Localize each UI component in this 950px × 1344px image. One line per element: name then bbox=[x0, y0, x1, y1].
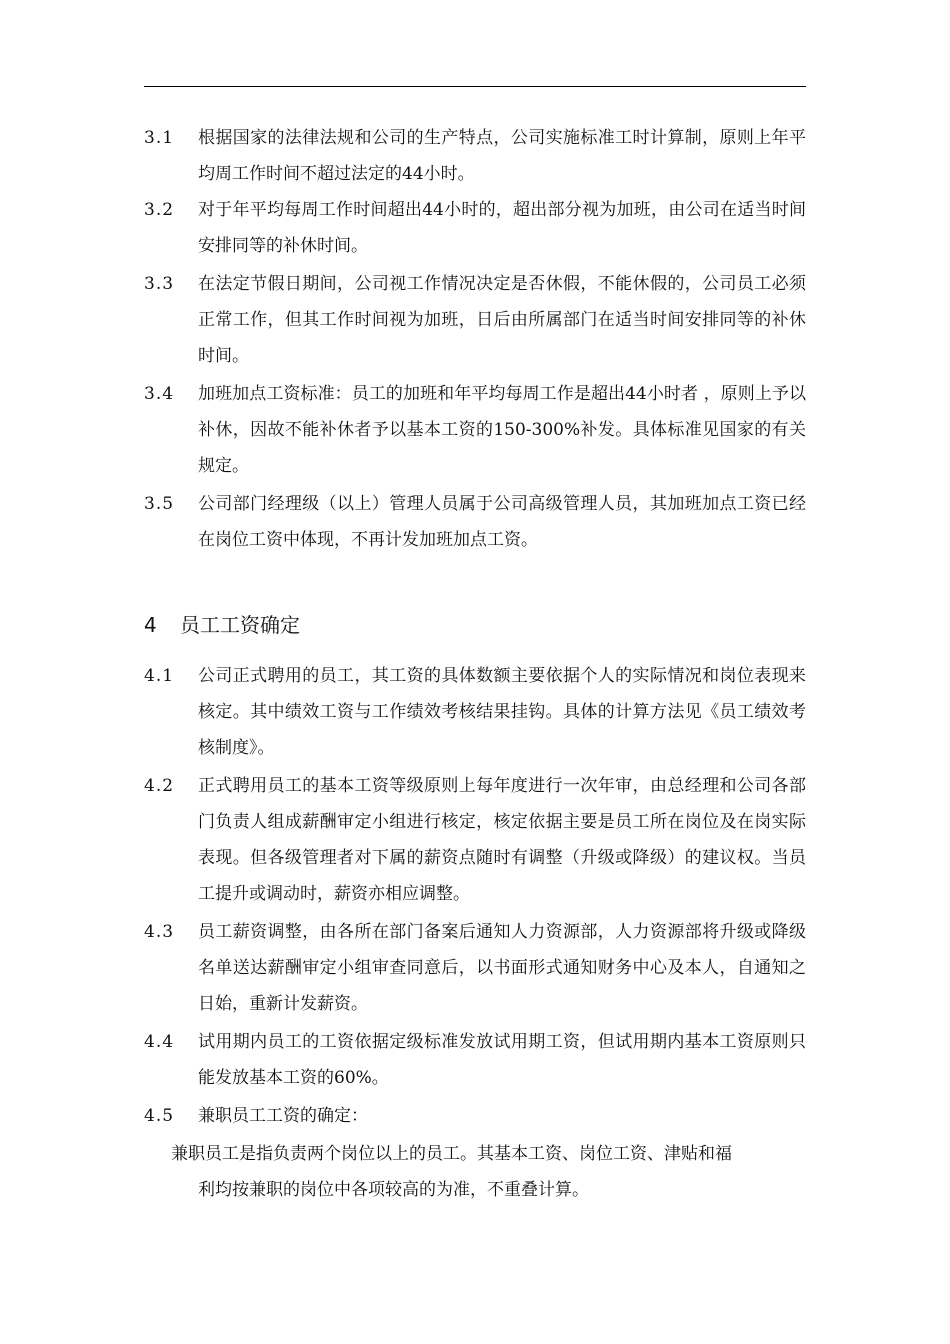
clause-3-1 bbox=[144, 120, 806, 192]
clause-4-5 bbox=[144, 1098, 806, 1134]
clause-4-4 bbox=[144, 1024, 806, 1096]
clause-text: 正式聘用员工的基本工资等级原则上每年度进行一次年审，由总经理和公司各部门负责人组成薪酬审定小组进行核定，核定依据主要是员工所在岗位及在岗实际表现。但各级管理者对下属的薪资点随时有调整（升级或降级）的建议权。当员工提升或调动时，薪资亦相应调整。 bbox=[198, 776, 806, 904]
clause-text: 根据国家的法律法规和公司的生产特点，公司实施标准工时计算制，原则上年平均周工作时间不超过法定的44小时。 bbox=[198, 128, 806, 184]
clause-number: 3.1 bbox=[144, 128, 175, 148]
clause-number: 4.3 bbox=[144, 922, 175, 942]
clause-text: 兼职员工工资的确定： bbox=[198, 1106, 368, 1126]
clause-4-1 bbox=[144, 658, 806, 766]
clause-number: 3.2 bbox=[144, 200, 175, 220]
clause-3-3 bbox=[144, 266, 806, 374]
clause-number: 4.2 bbox=[144, 776, 175, 796]
clause-text: 试用期内员工的工资依据定级标准发放试用期工资，但试用期内基本工资原则只能发放基本工资的60%。 bbox=[198, 1032, 806, 1088]
clause-text: 加班加点工资标准：员工的加班和年平均每周工作是超出44小时者 ，原则上予以补休，因故不能补休者予以基本工资的150-300%补发。具体标准见国家的有关规定。 bbox=[198, 384, 806, 476]
clause-number: 3.5 bbox=[144, 494, 175, 514]
clause-text: 在法定节假日期间，公司视工作情况决定是否休假，不能休假的，公司员工必须正常工作，但其工作时间视为加班，日后由所属部门在适当时间安排同等的补休时间。 bbox=[198, 274, 806, 366]
clause-3-2 bbox=[144, 192, 806, 264]
clause-text: 员工薪资调整，由各所在部门备案后通知人力资源部，人力资源部将升级或降级名单送达薪酬审定小组审查同意后，以书面形式通知财务中心及本人，自通知之日始，重新计发薪资。 bbox=[198, 922, 806, 1014]
section-heading bbox=[144, 607, 806, 643]
clause-number: 4.1 bbox=[144, 666, 175, 686]
parttime-paragraph-line1: 兼职员工是指负责两个岗位以上的员工。其基本工资、岗位工资、津贴和福 bbox=[171, 1144, 732, 1164]
parttime-paragraph bbox=[144, 1136, 806, 1208]
clause-3-5 bbox=[144, 486, 806, 558]
clause-text: 公司正式聘用的员工，其工资的具体数额主要依据个人的实际情况和岗位表现来核定。其中绩效工资与工作绩效考核结果挂钩。具体的计算方法见《员工绩效考核制度》。 bbox=[198, 666, 806, 758]
clause-4-3 bbox=[144, 914, 806, 1022]
header-rule bbox=[144, 86, 806, 87]
clause-number: 3.3 bbox=[144, 274, 175, 294]
clause-text: 公司部门经理级（以上）管理人员属于公司高级管理人员，其加班加点工资已经在岗位工资中体现，不再计发加班加点工资。 bbox=[198, 494, 806, 550]
section-number: 4 bbox=[144, 613, 157, 637]
clause-number: 4.4 bbox=[144, 1032, 175, 1052]
clause-text: 对于年平均每周工作时间超出44小时的，超出部分视为加班，由公司在适当时间安排同等的补休时间。 bbox=[198, 200, 806, 256]
clause-number: 3.4 bbox=[144, 384, 175, 404]
clause-4-2 bbox=[144, 768, 806, 912]
parttime-paragraph-line2: 利均按兼职的岗位中各项较高的为准，不重叠计算。 bbox=[198, 1180, 589, 1200]
section-title: 员工工资确定 bbox=[180, 613, 300, 637]
clause-number: 4.5 bbox=[144, 1106, 175, 1126]
clause-3-4 bbox=[144, 376, 806, 484]
